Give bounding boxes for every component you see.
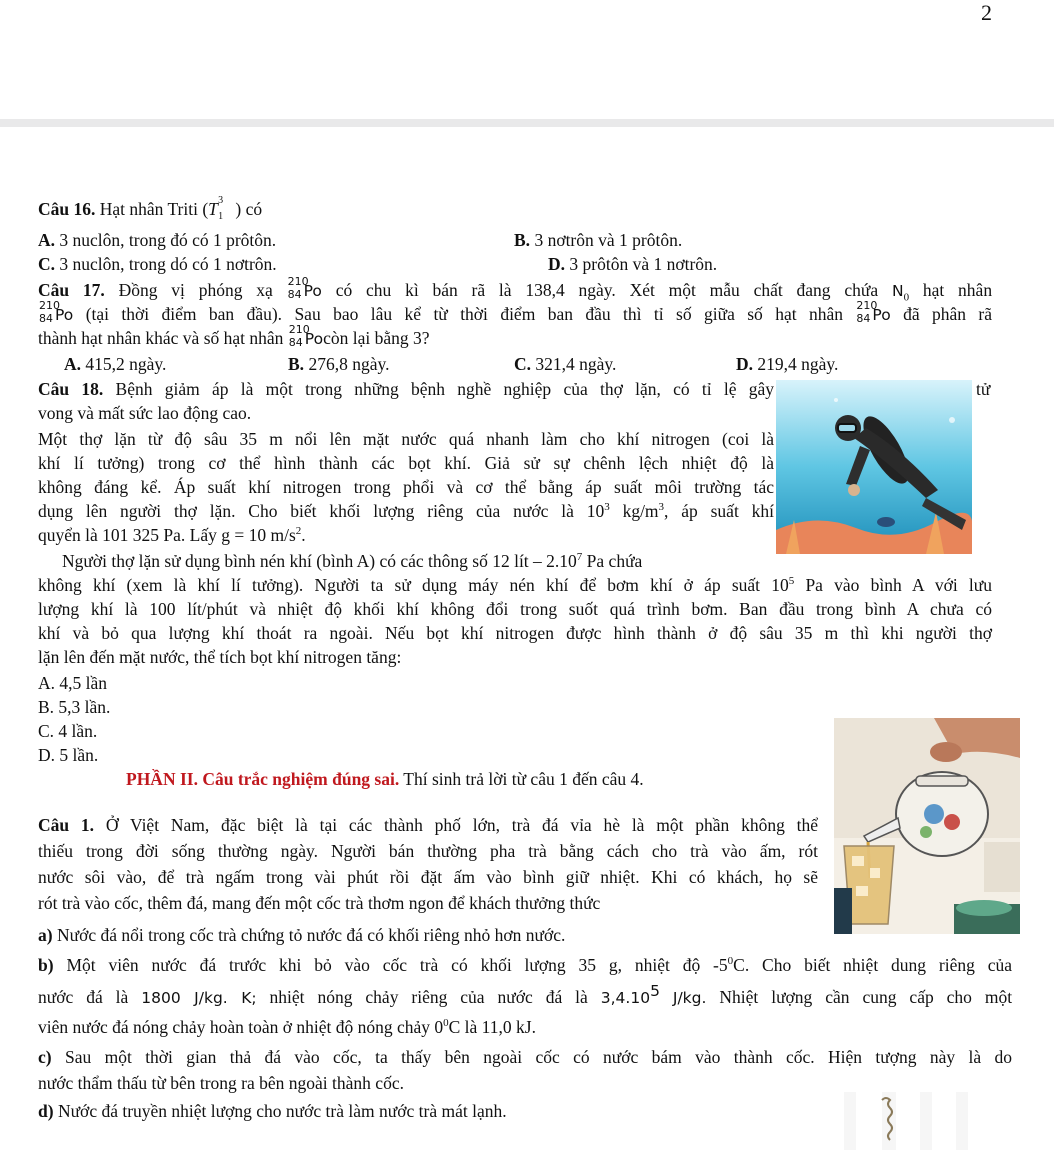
q18-line-3: Một thợ lặn từ độ sâu 35 m nổi lên mặt nước quá nhanh làm cho khí nitrogen (coi là — [38, 429, 774, 449]
q17-line-3: thành hạt nhân khác và số hạt nhân 210 84 Pocòn lại bằng 3? — [38, 323, 430, 349]
tf1-statement-c[interactable]: c) Sau một thời gian thả đá vào cốc, ta thấy bên ngoài cốc có nước bám vào thành cốc. Hiện tượng này là do — [38, 1047, 1012, 1067]
q16-label: Câu 16. — [38, 199, 96, 219]
q18-label: Câu 18. — [38, 379, 104, 399]
part2-heading: PHẦN II. Câu trắc nghiệm đúng sai. — [126, 769, 400, 789]
part2-instruction: Thí sinh trả lời từ câu 1 đến câu 4. — [403, 769, 644, 789]
tf1-statement-d[interactable]: d) Nước đá truyền nhiệt lượng cho nước trà làm nước trà mát lạnh. — [38, 1101, 507, 1121]
q18-line-6: dụng lên người thợ lặn. Cho biết khối lượng riêng của nước là $10^3$ $kg/m^3$, áp suất khí — [38, 501, 774, 521]
q18-line-8: Người thợ lặn sử dụng bình nén khí (bình A) có các thông số 12 lít – 2.10$^7$ Pa chứa — [62, 551, 643, 571]
q16-option-b[interactable]: B. 3 nơtrôn và 1 prôtôn. — [514, 230, 683, 250]
q17-line-2: 210 84 Po (tại thời điểm ban đầu). Sau bao lâu kể từ thời điểm ban đầu thì tỉ số giữa số hạt nhân 210 84 Po đã phân rã — [39, 299, 993, 325]
q18-line-9: không khí (xem là khí lí tưởng). Người ta sử dụng máy nén khí để bơm khí ở áp suất $10^5$ Pa vào bình A với lưu — [38, 575, 992, 595]
q18-option-a[interactable]: A. 4,5 lần — [38, 673, 108, 693]
q17-option-d[interactable]: D. 219,4 ngày. — [736, 354, 839, 374]
tf1-line-1: Câu 1. Ở Việt Nam, đặc biệt là tại các thành phố lớn, trà đá vỉa hè là một phần không thể — [38, 815, 819, 835]
q18-line-12: lặn lên đến mặt nước, thể tích bọt khí nitrogen tăng: — [38, 647, 402, 667]
iced-tea-image — [834, 718, 1020, 934]
page-separator — [0, 119, 1054, 127]
q17-line-1: Câu 17. Đồng vị phóng xạ 210 84 Po có chu kì bán rã là 138,4 ngày. Xét một mẫu chất đang chứa $N_0$ hạt nhân — [38, 275, 993, 304]
tf1-label: Câu 1. — [38, 815, 95, 835]
bottom-decoration — [760, 1088, 1000, 1150]
page-number: 2 — [981, 0, 992, 25]
tf1-line-4: rót trà vào cốc, thêm đá, mang đến một cốc trà thơm ngon để khách thưởng thức — [38, 893, 601, 913]
scuba-diver-image — [776, 380, 972, 554]
q18-option-d[interactable]: D. 5 lần. — [38, 745, 99, 765]
tf1-statement-b-line-2: nước đá là 1800 J/kg. K; nhiệt nóng chảy riêng của nước đá là 3,4.10$^5$ J/kg. Nhiệt lượng cần cung cấp cho một — [38, 982, 1013, 1007]
q17-option-a[interactable]: A. 415,2 ngày. — [64, 354, 167, 374]
po-isotope: 210 84 — [39, 299, 60, 325]
q18-line-2: vong và mất sức lao động cao. — [38, 403, 252, 423]
q18-line-4: khí lí tưởng) trong cơ thể hình thành các bọt khí. Giả sử sự chênh lệch nhiệt độ là — [38, 453, 774, 473]
q16-stem-pre: Hạt nhân Triti ( — [99, 199, 209, 219]
tf1-statement-a[interactable]: a) Nước đá nổi trong cốc trà chứng tỏ nước đá có khối riêng nhỏ hơn nước. — [38, 925, 566, 945]
q18-option-c[interactable]: C. 4 lần. — [38, 721, 98, 741]
tf1-statement-b-line-3: viên nước đá nóng chảy hoàn toàn ở nhiệt độ nóng chảy $0^0C$ là 11,0 kJ. — [38, 1017, 536, 1037]
tf1-line-3: nước sôi vào, để trà ngấm trong vài phút rồi đặt ấm vào bình giữ nhiệt. Khi có khách, họ sẽ — [38, 867, 818, 887]
q18-line-11: khí và bỏ qua lượng khí thoát ra ngoài. Nếu bọt khí nitrogen được hình thành ở độ sâu 35 m thì khi người thợ — [38, 623, 992, 643]
tf1-line-2: thiếu trong đời sống thường ngày. Người bán thường pha trà bằng cách cho trà vào ấm, rót — [38, 841, 818, 861]
q18-line-10: lượng khí là 100 lít/phút và nhiệt độ khối khí không đổi trong suốt quá trình bơm. Ban đầu trong bình A chưa có — [38, 599, 992, 619]
tf1-statement-c-line-2: nước thẩm thấu từ bên trong ra bên ngoài thành cốc. — [38, 1073, 404, 1093]
q18-line-5: không đáng kể. Áp suất khí nitrogen trong phổi và cơ thể bằng áp suất môi trường tác — [38, 477, 774, 497]
q16-option-d[interactable]: D. 3 prôtôn và 1 nơtrôn. — [548, 254, 718, 274]
q16-option-a[interactable]: A. 3 nuclôn, trong đó có 1 prôtôn. — [38, 230, 277, 250]
q16-stem-post: ) có — [235, 199, 263, 219]
tf1-statement-b[interactable]: b) Một viên nước đá trước khi bỏ vào cốc trà có khối lượng 35 g, nhiệt độ $-5^0C$. Cho biết nhiệt dung riêng của — [38, 955, 1012, 975]
q16-option-c[interactable]: C. 3 nuclôn, trong dó có 1 nơtrôn. — [38, 254, 277, 274]
po-isotope: 210 84 — [287, 275, 309, 301]
q18-line-1-tail: tử — [976, 379, 991, 399]
q18-line-1: Câu 18. Bệnh giảm áp là một trong những bệnh nghề nghiệp của thợ lặn, có tỉ lệ gây — [38, 379, 775, 399]
q18-option-b[interactable]: B. 5,3 lần. — [38, 697, 111, 717]
part2-heading-line — [126, 768, 644, 790]
n0-symbol: N — [891, 282, 904, 300]
po-isotope: 210 84 — [856, 299, 878, 325]
q17-label: Câu 17. — [38, 280, 105, 300]
q17-option-b[interactable]: B. 276,8 ngày. — [288, 354, 390, 374]
q16-stem — [38, 195, 263, 222]
triti-symbol: T 3 1 — [208, 195, 224, 222]
po-isotope: 210 84 — [288, 323, 310, 349]
q18-line-7: quyển là 101 325 Pa. Lấy g = 10 $m/s^2$. — [38, 525, 306, 545]
q17-option-c[interactable]: C. 321,4 ngày. — [514, 354, 617, 374]
